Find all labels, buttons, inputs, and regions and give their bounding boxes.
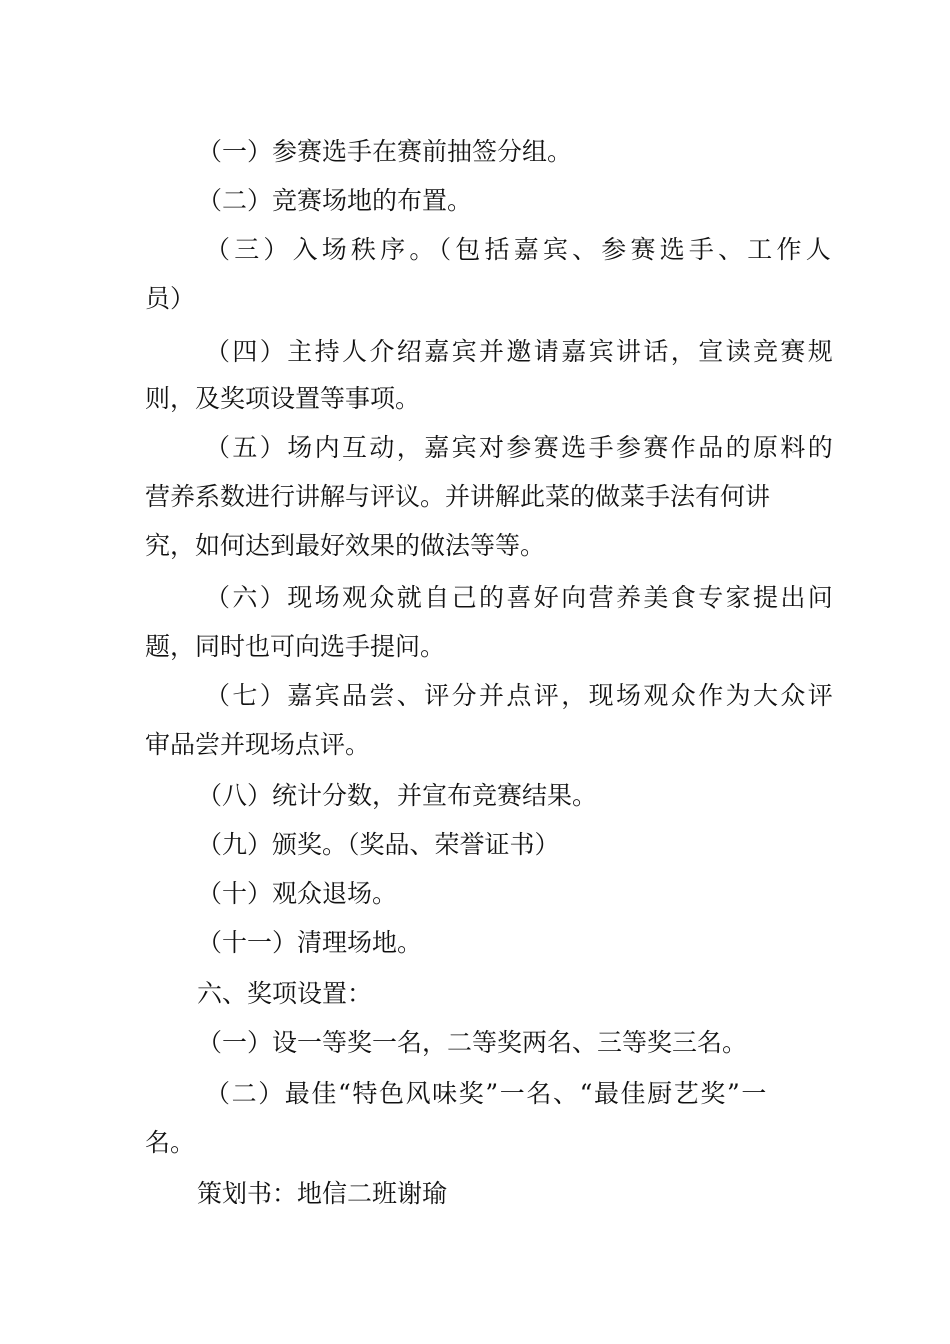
- text-line-3-content: （三）入场秩序。（包括嘉宾、参赛选手、工作人: [205, 235, 835, 264]
- text-line-16: （十）观众退场。: [197, 879, 398, 908]
- text-line-5: （四）主持人介绍嘉宾并邀请嘉宾讲话，宣读竞赛规: [205, 337, 836, 366]
- text-line-6: 则，及奖项设置等事项。: [145, 384, 421, 413]
- text-line-19: （一）设一等奖一名，二等奖两名、三等奖三名。: [197, 1028, 748, 1057]
- text-line-15: （九）颁奖。（奖品、荣誉证书）: [197, 830, 560, 859]
- text-line-18: 六、奖项设置：: [197, 979, 373, 1008]
- text-line-7: （五）场内互动，嘉宾对参赛选手参赛作品的原料的: [205, 433, 836, 462]
- text-line-12: （七）嘉宾品尝、评分并点评，现场观众作为大众评: [205, 681, 836, 710]
- text-line-11: 题，同时也可向选手提问。: [145, 632, 446, 661]
- text-line-14: （八）统计分数，并宣布竞赛结果。: [197, 781, 598, 810]
- text-line-13: 审品尝并现场点评。: [145, 730, 371, 759]
- text-line-4: 员）: [145, 284, 196, 313]
- text-line-8: 营养系数进行讲解与评议。并讲解此菜的做菜手法有何讲: [145, 482, 771, 511]
- text-line-17: （十一）清理场地。: [197, 928, 423, 957]
- text-line-22: 策划书：地信二班谢瑜: [197, 1179, 448, 1208]
- text-line-21: 名。: [145, 1128, 196, 1157]
- text-line-3: [205, 235, 835, 265]
- text-line-1: （一）参赛选手在赛前抽签分组。: [197, 137, 573, 166]
- text-line-20: （二）最佳“特色风味奖”一名、“最佳厨艺奖”一: [205, 1079, 768, 1108]
- text-line-2: （二）竞赛场地的布置。: [197, 186, 473, 215]
- text-line-9: 究，如何达到最好效果的做法等等。: [145, 531, 546, 560]
- text-line-10: （六）现场观众就自己的喜好向营养美食专家提出问: [205, 583, 836, 612]
